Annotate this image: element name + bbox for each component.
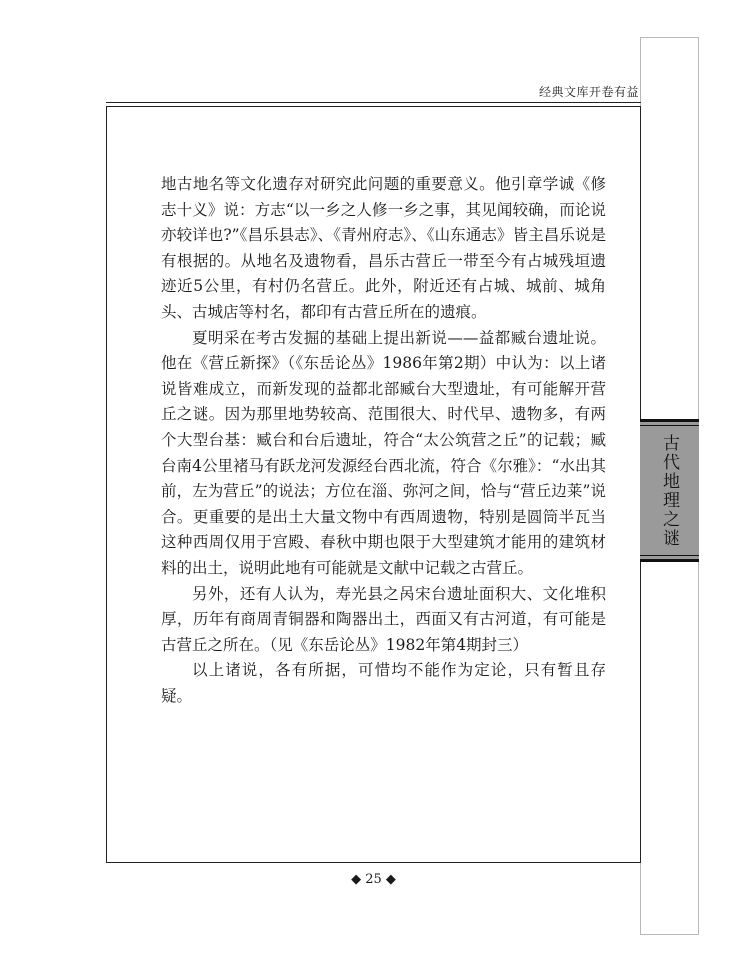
header-rule [106, 102, 641, 103]
tab-bottom-thin-rule [640, 555, 699, 556]
chapter-tab-label: 古代地理之谜 [659, 433, 679, 548]
tab-bottom-rule [640, 559, 699, 562]
running-header: 经典文库开卷有益 [538, 85, 639, 99]
tab-top-thin-rule [640, 425, 699, 426]
paragraph-4: 以上诸说，各有所据，可惜均不能作为定论，只有暂且存疑。 [161, 661, 606, 705]
chapter-tab [640, 419, 699, 562]
tab-top-rule [640, 419, 699, 422]
paragraph-2: 夏明采在考古发掘的基础上提出新说——益都臧台遗址说。他在《营丘新探》（《东岳论丛》1986年第2期）中认为：以上诸说皆难成立，而新发现的益都北部臧台大型遗址，有可能解开营丘之谜。因为那里地势较高、范围很大、时代早、遗物多，有两个大型台基：臧台和台后遗址，符合“太公筑营之丘”的记载；臧台南4公里褚马有跃龙河发源经台西北流，符合《尔雅》：“水出其前，左为营丘”的说法；方位在淄、弥河之间，恰与“营丘边莱”说合。更重要的是出土大量文物中有西周遗物，特别是圆筒半瓦当这种西周仅用于宫殿、春秋中期也限于大型建筑才能用的建筑材料的出土，说明此地有可能就是文献中记载之古营丘。 [161, 328, 606, 577]
page-number: ◆ 25 ◆ [351, 872, 396, 887]
body-text [161, 172, 606, 709]
paragraph-3: 另外，还有人认为，寿光县之呙宋台遗址面积大、文化堆积厚，历年有商周青铜器和陶器出土，西面又有古河道，有可能是古营丘之所在。（见《东岳论丛》1982年第4期封三） [161, 584, 606, 654]
paragraph-1: 地古地名等文化遗存对研究此问题的重要意义。他引章学诚《修志十义》说：方志“以一乡之人修一乡之事，其见闻较确，而论说亦较详也?”《昌乐县志》、《青州府志》、《山东通志》皆主昌乐说是有根据的。从地名及遗物看，昌乐古营丘一带至今有占城残垣遗迹近5公里，有村仍名营丘。此外，附近还有占城、城前、城角头、古城店等村名，都印有古营丘所在的遗痕。 [161, 175, 606, 321]
